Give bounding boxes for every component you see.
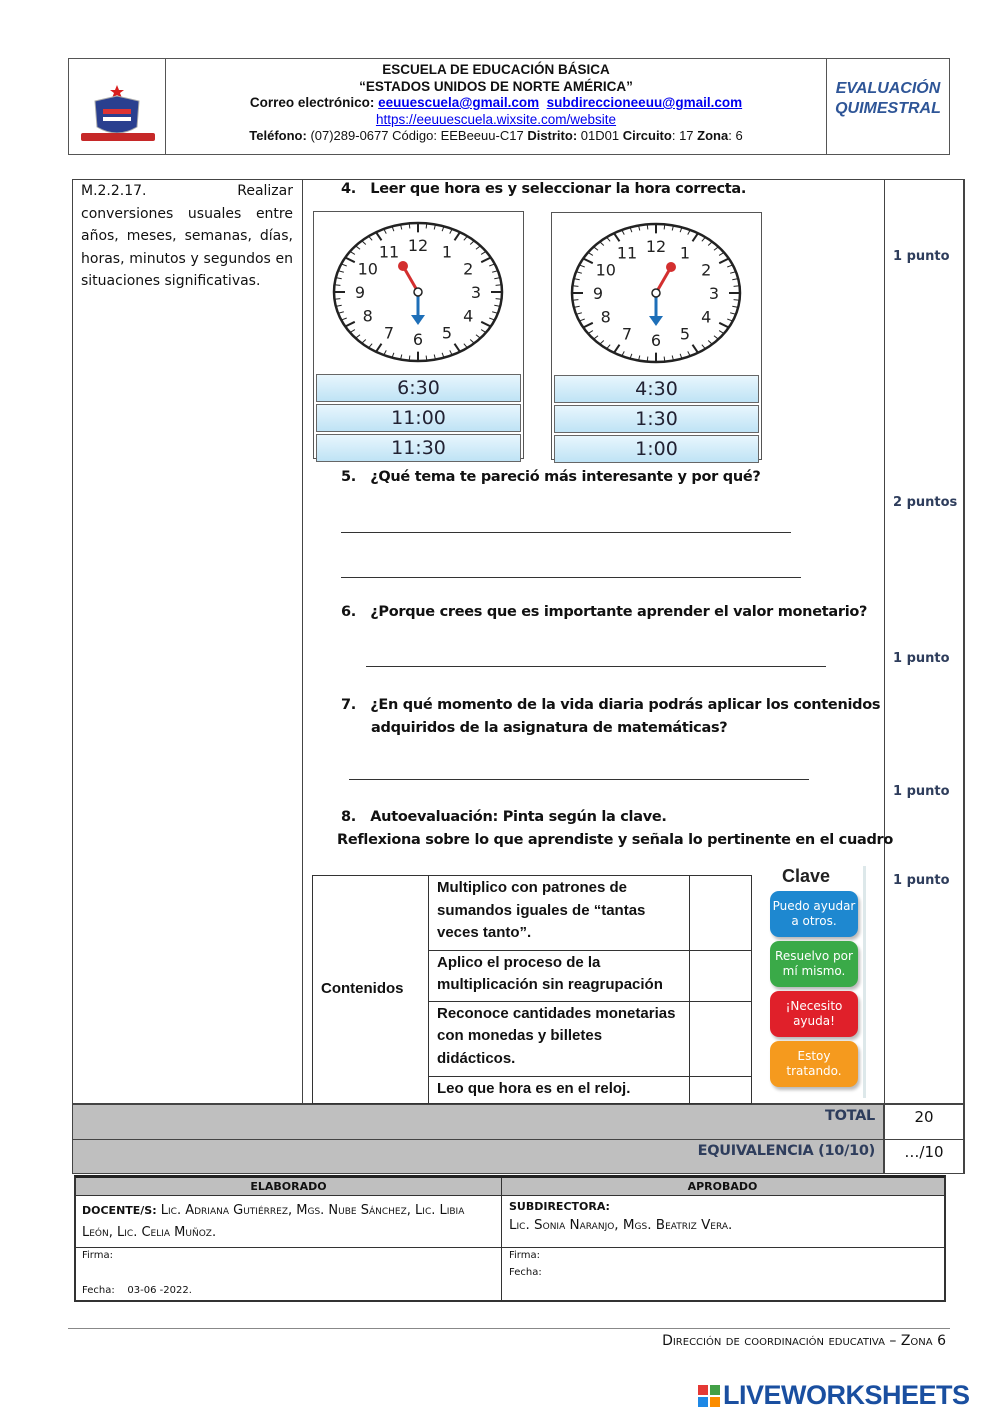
clock-face-1 (314, 212, 522, 367)
clock-numeral: 2 (463, 259, 474, 279)
time-option-button[interactable]: 1:00 (554, 435, 759, 463)
clock-numeral: 6 (650, 331, 662, 350)
clock-numeral: 7 (383, 323, 395, 343)
firma-label: Firma: (82, 1250, 113, 1261)
clock-numeral: 10 (595, 260, 616, 280)
clock-numeral: 6 (412, 330, 424, 349)
code-label: Código: (392, 128, 437, 143)
divider (964, 179, 965, 1174)
clock-tick (664, 224, 665, 229)
eval-title-1: EVALUACIÓN (835, 80, 941, 97)
website-link[interactable]: https://eeuuescuela.wixsite.com/website (375, 111, 617, 127)
clock-numeral: 12 (407, 236, 429, 255)
email-link-1[interactable]: eeuuescuela@gmail.com (378, 95, 540, 110)
subdirectora: Lic. Sonia Naranjo, Mgs. Beatriz Vera. (509, 1217, 733, 1233)
clock-numeral: 11 (378, 242, 400, 262)
clock-tick (664, 357, 665, 362)
fecha-label-2: Fecha: (509, 1267, 542, 1278)
clock-tick (334, 299, 340, 300)
clock-numeral: 3 (470, 283, 482, 302)
document-header (68, 58, 950, 155)
total-label: TOTAL (825, 1108, 875, 1124)
key-item: ¡Necesito ayuda! (770, 991, 858, 1037)
clock-numeral: 1 (441, 242, 453, 262)
color-key (766, 866, 866, 1098)
clock-numeral: 12 (645, 237, 667, 256)
clock-center (652, 289, 660, 297)
clock-tick (572, 300, 578, 301)
footer-divider (68, 1328, 950, 1329)
divider (302, 179, 303, 1104)
school-logo (69, 59, 166, 154)
school-info: ESCUELA DE EDUCACIÓN BÁSICA “ESTADOS UNIDOS DE NORTE AMÉRICA” Correo electrónico: eeuuescuela@gmail.com subdireccioneeuu@gmail.com https://eeuuescuela.wixsite.com/website Teléfono: (07)289-0677 Código: EEBeeuu-C17 Distrito: 01D01 Circuito: 17 Zona: 6 (166, 62, 826, 145)
points-q5: 2 puntos (893, 495, 958, 510)
self-eval-checkbox[interactable] (690, 950, 752, 1001)
answer-line-q5a[interactable] (341, 532, 791, 533)
clock-numeral: 8 (362, 306, 373, 326)
district-label: Distrito: (527, 128, 578, 143)
clock-tick (496, 299, 502, 300)
eval-title-2: QUIMESTRAL (835, 100, 941, 117)
phone: (07)289-0677 (310, 128, 389, 143)
self-evaluation-table (312, 875, 752, 1104)
self-eval-checkbox[interactable] (690, 1076, 752, 1103)
time-option-button[interactable]: 4:30 (554, 375, 759, 403)
clock-tick (334, 285, 340, 286)
points-q8: 1 punto (893, 873, 950, 888)
clock-numeral: 2 (701, 260, 712, 280)
question-8: 8. Autoevaluación: Pinta según la clave. (341, 809, 667, 825)
clock-numeral: 4 (463, 306, 474, 326)
firma-label-2: Firma: (509, 1250, 540, 1261)
clock-card-2 (551, 212, 762, 460)
clock-tick (572, 286, 578, 287)
key-item: Estoy tratando. (770, 1041, 858, 1087)
points-q7: 1 punto (893, 784, 950, 799)
answer-line-q6[interactable] (366, 666, 826, 667)
points-q6: 1 punto (893, 651, 950, 666)
aprobado-header: APROBADO (687, 1180, 758, 1193)
question-6: 6. ¿Porque crees que es importante aprender el valor monetario? (341, 604, 868, 620)
clock-numeral: 9 (354, 283, 366, 302)
email-label: Correo electrónico: (249, 95, 375, 110)
total-value: 20 (914, 1108, 934, 1126)
clock-numeral: 1 (679, 243, 691, 263)
question-5: 5. ¿Qué tema te pareció más interesante y por qué? (341, 469, 761, 485)
points-q4: 1 punto (893, 249, 950, 264)
key-item: Resuelvo por mí mismo. (770, 941, 858, 987)
clock-tick (409, 356, 410, 361)
logo-icon (698, 1385, 720, 1407)
clock-tick (647, 224, 648, 229)
hour-hand-tip (666, 262, 676, 272)
clock-numeral: 5 (679, 324, 691, 344)
clock-numeral: 5 (441, 323, 453, 343)
clock-numeral: 10 (357, 259, 378, 279)
clock-tick (426, 356, 427, 361)
question-4: 4. Leer que hora es y seleccionar la hora correcta. (341, 181, 747, 197)
circuit-label: Circuito (622, 128, 672, 143)
clock-center (414, 288, 422, 296)
self-eval-checkbox[interactable] (690, 876, 752, 951)
clock-numeral: 4 (701, 307, 712, 327)
code: EEBeeuu-C17 (440, 128, 524, 143)
district: 01D01 (580, 128, 620, 143)
question-7: 7. ¿En qué momento de la vida diaria podrás aplicar los contenidos adquiridos de la asignatura de matemáticas? (341, 697, 881, 736)
signoff-table (74, 1175, 946, 1302)
email-link-2[interactable]: subdireccioneeuu@gmail.com (546, 95, 743, 110)
key-title: Clave (781, 866, 831, 886)
contents-header: Contenidos (313, 876, 429, 1104)
teachers: DOCENTE/S: Lic. Adriana Gutiérrez, Mgs. Nube Sánchez, Lic. Libia León, Lic. Celia Muñoz. (82, 1203, 465, 1240)
self-eval-item: Leo que hora es en el reloj. (429, 1076, 690, 1103)
clock-tick (734, 300, 740, 301)
clock-tick (647, 357, 648, 362)
clock-numeral: 11 (616, 243, 638, 263)
school-name: ESCUELA DE EDUCACIÓN BÁSICA (382, 62, 610, 77)
circuit: 17 (679, 128, 694, 143)
clock-tick (496, 285, 502, 286)
zone-label: Zona (697, 128, 729, 143)
clock-card-1 (313, 211, 524, 459)
fecha-row: Fecha: 03-06 -2022. (82, 1285, 192, 1296)
school-name-2: “ESTADOS UNIDOS DE NORTE AMÉRICA” (359, 78, 633, 94)
phone-label: Teléfono: (249, 128, 307, 143)
self-eval-item: Aplico el proceso de la multiplicación sin reagrupación (429, 950, 690, 1001)
self-eval-checkbox[interactable] (690, 1001, 752, 1076)
liveworksheets-logo: LIVEWORKSHEETS (698, 1380, 970, 1411)
time-option-button[interactable]: 11:00 (316, 404, 521, 432)
answer-line-q5b[interactable] (341, 577, 801, 578)
key-item: Puedo ayudar a otros. (770, 891, 858, 937)
skill-description: M.2.2.17. Realizar conversiones usuales entre años, meses, semanas, días, horas, minutos y segundos en situaciones significativas. (81, 183, 293, 289)
zone: 6 (735, 128, 743, 143)
subdirectora-label: SUBDIRECTORA: (509, 1200, 610, 1213)
clock-numeral: 3 (708, 284, 720, 303)
hour-hand-tip (398, 261, 408, 271)
time-option-button[interactable]: 1:30 (554, 405, 759, 433)
clock-face-2 (552, 213, 760, 368)
divider (72, 1139, 964, 1140)
divider (884, 179, 885, 1174)
elaborado-header: ELABORADO (250, 1180, 327, 1193)
clock-numeral: 9 (592, 284, 604, 303)
clock-tick (426, 223, 427, 228)
equivalence-label: EQUIVALENCIA (10/10) (697, 1143, 875, 1159)
equivalence-value: …/10 (904, 1143, 944, 1161)
self-eval-item: Reconoce cantidades monetarias con monedas y billetes didácticos. (429, 1001, 690, 1076)
clock-numeral: 7 (621, 324, 633, 344)
time-option-button[interactable]: 6:30 (316, 374, 521, 402)
clock-numeral: 8 (600, 307, 611, 327)
footer-text: Dirección de coordinación educativa – Zona 6 (662, 1333, 946, 1349)
self-eval-item: Multiplico con patrones de sumandos iguales de “tantas veces tanto”. (429, 876, 690, 951)
clock-tick (734, 286, 740, 287)
answer-line-q7[interactable] (349, 779, 809, 780)
time-option-button[interactable]: 11:30 (316, 434, 521, 462)
question-8-instruction: Reflexiona sobre lo que aprendiste y señala lo pertinente en el cuadro (337, 832, 894, 848)
clock-tick (409, 223, 410, 228)
evaluation-title (826, 59, 949, 154)
